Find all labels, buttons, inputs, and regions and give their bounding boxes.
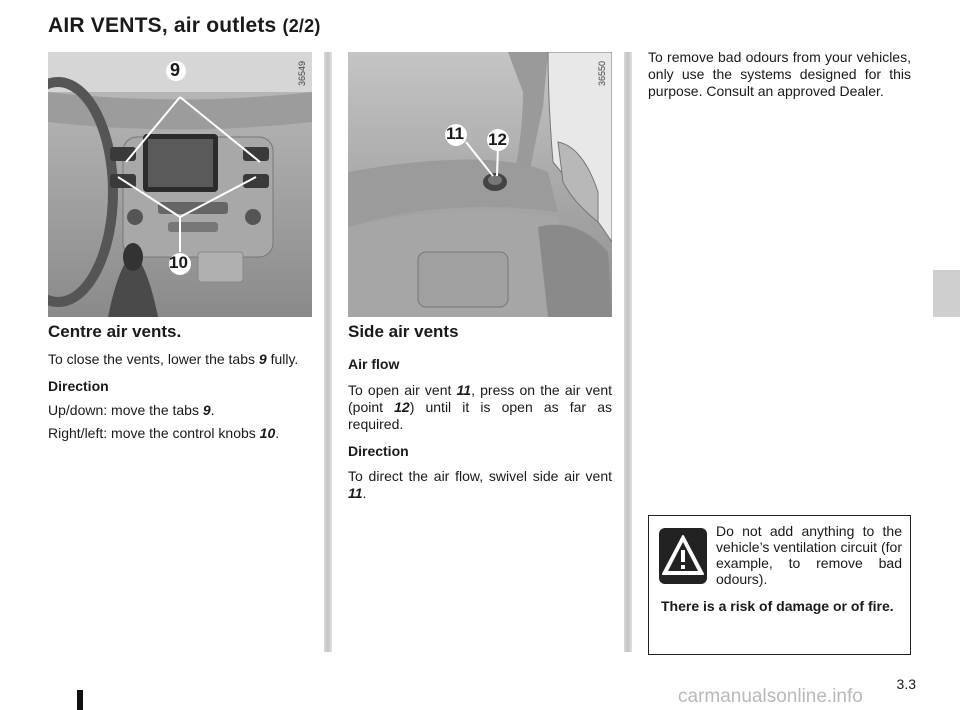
direct-text: To direct the air flow, swivel side air vent [348, 468, 612, 484]
rightleft-instruction: Right/left: move the control knobs 10. [48, 425, 280, 441]
warning-box [648, 515, 911, 655]
watermark: carmanualsonline.info [678, 686, 863, 707]
title-suffix: (2/2) [282, 16, 321, 36]
ref-9b: 9 [202, 402, 211, 418]
updown-instruction: Up/down: move the tabs 9. [48, 402, 215, 418]
image-code-left: 36549 [297, 60, 307, 86]
close-end: fully. [270, 351, 299, 367]
chapter-tab [933, 270, 960, 317]
warning-triangle-icon [659, 528, 707, 584]
warning-text: Do not add anything to the vehicle’s ventilation circuit (for example, to remove bad odours). [716, 523, 902, 587]
centre-vents-photo [48, 52, 312, 317]
column-divider-right [624, 52, 632, 652]
rightleft-text: Right/left: move the control knobs [48, 425, 256, 441]
callout-12: 12 [488, 130, 507, 149]
callout-11: 11 [446, 124, 464, 143]
updown-text: Up/down: move the tabs [48, 402, 199, 418]
ref-11b: 11 [348, 485, 363, 501]
title-text: AIR VENTS, air outlets [48, 14, 277, 37]
ref-10: 10 [259, 425, 276, 441]
side-vent-photo [348, 52, 612, 317]
airflow-heading: Air flow [348, 356, 400, 372]
close-instruction [48, 351, 312, 368]
odours-text: To remove bad odours from your vehicles, only use the systems designed for this purpose. Consult an approved Dealer. [648, 49, 911, 99]
image-code-right: 36550 [597, 60, 607, 86]
direct-instruction: To direct the air flow, swivel side air vent 11. [348, 468, 612, 501]
warning-bold-text: There is a risk of damage or of fire. [661, 598, 894, 614]
callout-10: 10 [169, 253, 188, 272]
direction-heading-middle: Direction [348, 443, 409, 459]
callout-9: 9 [170, 60, 181, 80]
ref-11: 11 [456, 382, 472, 398]
side-vents-heading: Side air vents [348, 322, 459, 341]
close-text: To close the vents, lower the tabs [48, 351, 255, 367]
ref-12: 12 [394, 399, 410, 415]
centre-vents-heading: Centre air vents. [48, 322, 182, 341]
centre-vents-section [48, 322, 312, 442]
side-vents-section [348, 322, 612, 502]
column-divider-left [324, 52, 332, 652]
open-text-1: To open air vent [348, 382, 452, 398]
odours-section [648, 49, 911, 100]
page-number: 3.3 [896, 676, 916, 692]
page-marker [77, 690, 83, 710]
page-title [48, 14, 321, 38]
open-text-2: , press on the air vent (point [348, 382, 612, 415]
direction-heading-left: Direction [48, 378, 109, 394]
open-instruction [348, 382, 612, 433]
open-text-3: ) until it is open as far as required. [348, 399, 612, 432]
ref-9: 9 [258, 351, 267, 367]
